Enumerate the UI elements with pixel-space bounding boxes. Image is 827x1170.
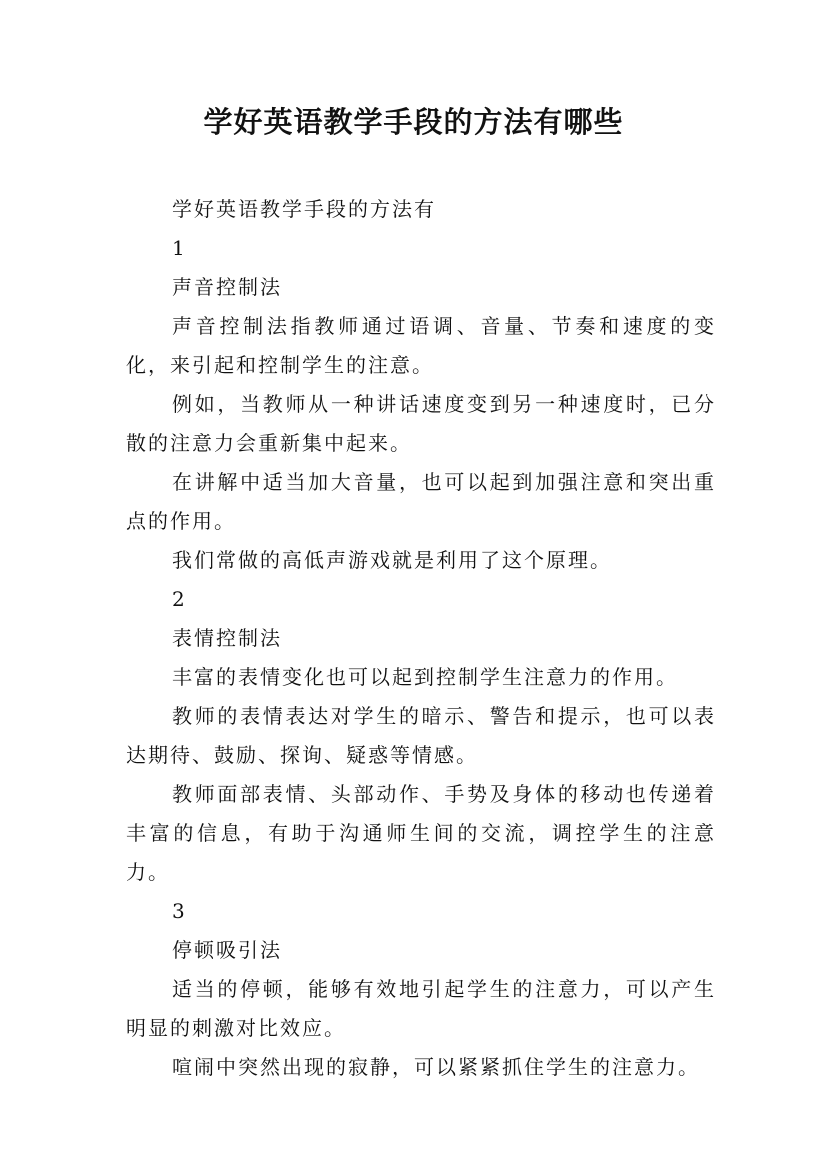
paragraph: 丰富的表情变化也可以起到控制学生注意力的作用。 [172, 665, 678, 689]
section-number-1: 1 [172, 236, 187, 260]
paragraph: 我们常做的高低声游戏就是利用了这个原理。 [172, 548, 612, 572]
paragraph: 声音控制法指教师通过语调、音量、节奏和速度的变化，来引起和控制学生的注意。 [126, 314, 716, 377]
document-title: 学好英语教学手段的方法有哪些 [203, 105, 624, 139]
paragraph: 喧闹中突然出现的寂静，可以紧紧抓住学生的注意力。 [172, 1055, 700, 1079]
paragraph: 在讲解中适当加大音量，也可以起到加强注意和突出重点的作用。 [126, 470, 716, 533]
paragraph: 适当的停顿，能够有效地引起学生的注意力，可以产生明显的刺激对比效应。 [126, 977, 716, 1040]
section-heading-pause-attraction: 停顿吸引法 [172, 938, 282, 962]
section-number-2: 2 [172, 587, 187, 611]
section-number-3: 3 [172, 899, 187, 923]
section-heading-expression-control: 表情控制法 [172, 626, 282, 650]
paragraph: 例如，当教师从一种讲话速度变到另一种速度时，已分散的注意力会重新集中起来。 [126, 392, 716, 455]
paragraph: 教师的表情表达对学生的暗示、警告和提示，也可以表达期待、鼓励、探询、疑惑等情感。 [126, 704, 716, 767]
paragraph: 教师面部表情、头部动作、手势及身体的移动也传递着丰富的信息，有助于沟通师生间的交流，调控学生的注意力。 [126, 782, 716, 884]
section-heading-voice-control: 声音控制法 [172, 275, 282, 299]
paragraph-intro: 学好英语教学手段的方法有 [172, 197, 436, 221]
document-body [126, 190, 716, 1087]
